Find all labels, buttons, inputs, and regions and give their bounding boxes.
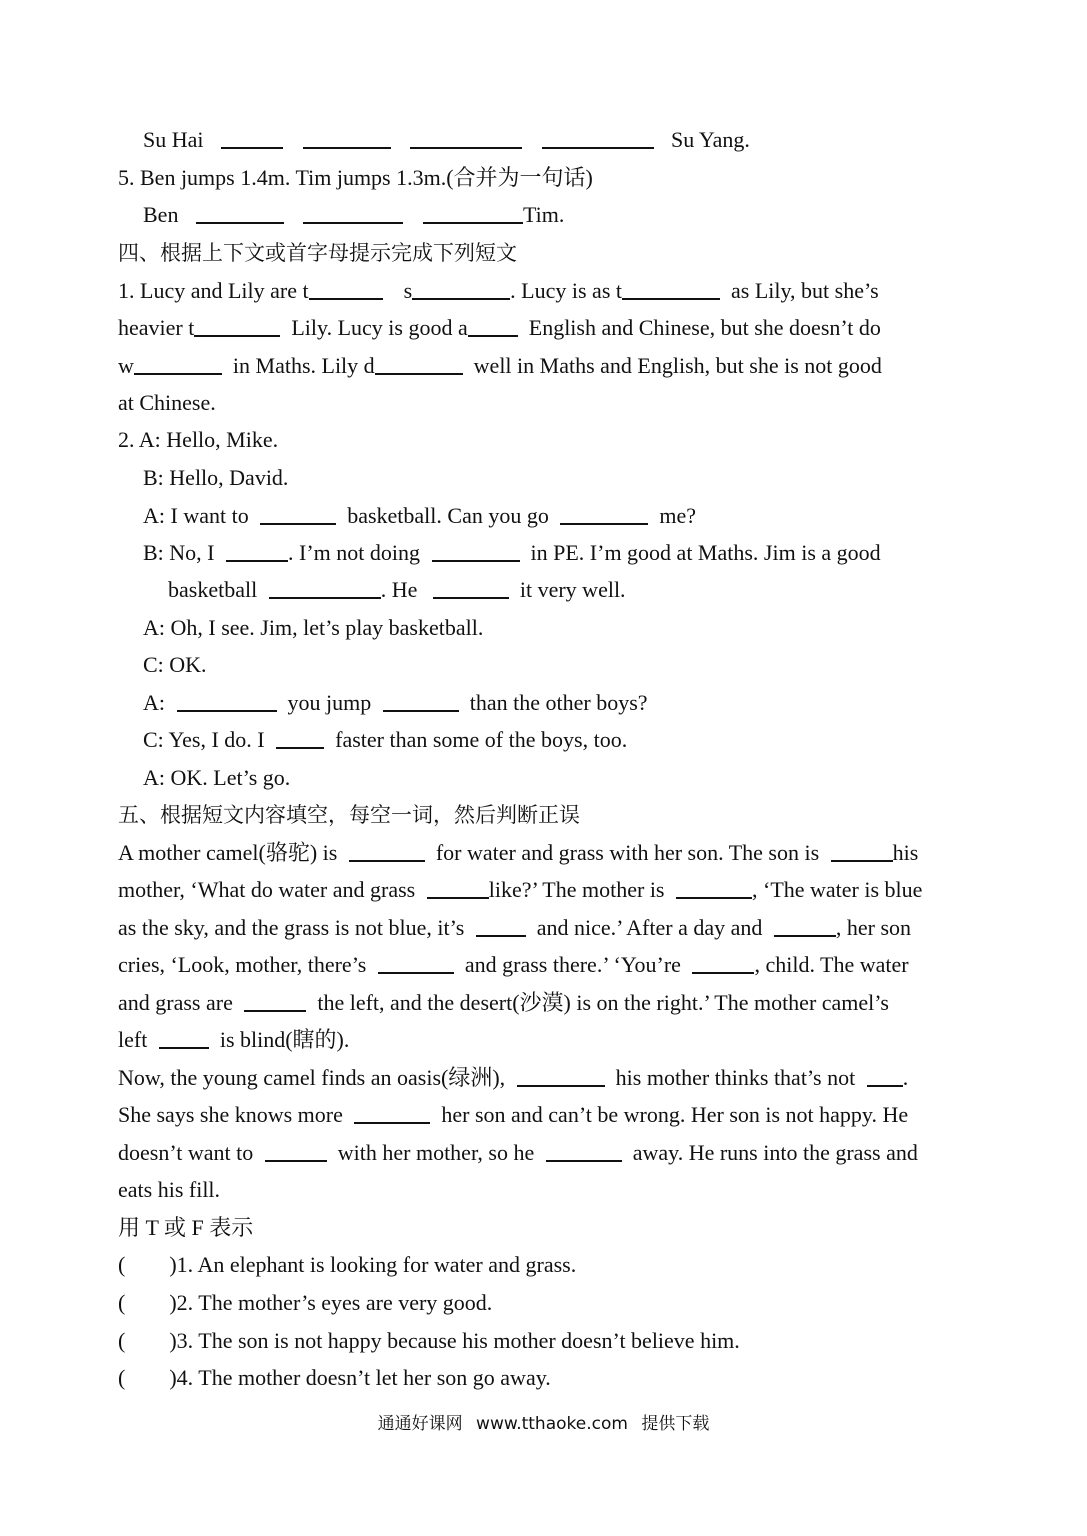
text: . — [902, 1065, 909, 1090]
dialog-line-8 — [143, 689, 648, 717]
passage-1-line-4: at Chinese. — [118, 390, 216, 415]
blank[interactable] — [276, 727, 324, 749]
blank[interactable] — [412, 278, 510, 300]
blank[interactable] — [194, 315, 280, 337]
reading-line-3 — [118, 914, 911, 942]
passage-1-line-1 — [118, 277, 879, 305]
passage-1-line-3 — [118, 352, 882, 380]
text: 1. An elephant is looking for water and grass. — [176, 1252, 577, 1277]
dialog-line-6: A: Oh, I see. Jim, let’s play basketball. — [143, 615, 484, 640]
text: well in Maths and English, but she is not good — [473, 353, 882, 378]
text: in Maths. Lily d — [232, 353, 375, 378]
tf-item — [118, 1251, 576, 1279]
blank[interactable] — [831, 840, 893, 862]
text: , child. The water — [754, 952, 909, 977]
blank[interactable] — [177, 690, 277, 712]
text: . Lucy is as t — [510, 278, 622, 303]
text: cries, ‘Look, mother, there’s — [118, 952, 367, 977]
text: faster than some of the boys, too. — [335, 727, 628, 752]
answer-paren[interactable]: ( ) — [118, 1328, 177, 1353]
dialog-line-5 — [168, 576, 626, 604]
text: Lily. Lucy is good a — [291, 315, 468, 340]
page-footer — [0, 1409, 1087, 1434]
blank[interactable] — [196, 202, 284, 224]
answer-paren[interactable]: ( ) — [118, 1252, 177, 1277]
text: English and Chinese, but she doesn’t do — [528, 315, 881, 340]
text: . He — [380, 577, 418, 602]
reading-line-1 — [118, 839, 918, 867]
tf-item — [118, 1327, 740, 1355]
footer-note: 提供下载 — [641, 1414, 710, 1434]
blank[interactable] — [867, 1065, 903, 1087]
tf-instruction: 用 T 或 F 表示 — [118, 1215, 254, 1240]
text: A mother camel(骆驼) is — [118, 840, 338, 865]
text: A: — [143, 690, 165, 715]
text: left — [118, 1027, 148, 1052]
text: . I’m not doing — [288, 540, 420, 565]
blank[interactable] — [432, 540, 520, 562]
blank[interactable] — [260, 503, 336, 525]
blank[interactable] — [378, 952, 454, 974]
dialog-line-10: A: OK. Let’s go. — [143, 765, 291, 790]
text: 2. The mother’s eyes are very good. — [176, 1290, 493, 1315]
text: in PE. I’m good at Maths. Jim is a good — [530, 540, 881, 565]
text: Tim. — [522, 202, 565, 227]
text: doesn’t want to — [118, 1140, 254, 1165]
blank[interactable] — [622, 278, 720, 300]
text: and grass are — [118, 990, 233, 1015]
blank[interactable] — [433, 577, 509, 599]
dialog-line-2: B: Hello, David. — [143, 465, 289, 490]
text: his mother thinks that’s not — [615, 1065, 856, 1090]
blank[interactable] — [468, 315, 518, 337]
text: Now, the young camel finds an oasis(绿洲), — [118, 1065, 506, 1090]
blank[interactable] — [423, 202, 523, 224]
text: She says she knows more — [118, 1102, 343, 1127]
blank[interactable] — [226, 540, 288, 562]
blank[interactable] — [560, 503, 648, 525]
reading-line-8 — [118, 1101, 908, 1129]
text: 1. Lucy and Lily are t — [118, 278, 309, 303]
reading-line-4 — [118, 951, 909, 979]
blank[interactable] — [159, 1027, 209, 1049]
text: A: I want to — [143, 503, 249, 528]
blank[interactable] — [303, 202, 403, 224]
text: is blind(瞎的). — [219, 1027, 350, 1052]
dialog-line-1: 2. A: Hello, Mike. — [118, 427, 279, 452]
dialog-line-4 — [143, 539, 881, 567]
text: like?’ The mother is — [488, 877, 665, 902]
answer-paren[interactable]: ( ) — [118, 1290, 177, 1315]
reading-line-6 — [118, 1026, 349, 1054]
blank[interactable] — [303, 127, 391, 149]
blank[interactable] — [309, 278, 383, 300]
text: it very well. — [519, 577, 626, 602]
text: the left, and the desert(沙漠) is on the right.’ The mother camel’s — [317, 990, 889, 1015]
text: and grass there.’ ‘You’re — [464, 952, 681, 977]
dialog-line-3 — [143, 502, 696, 530]
text: with her mother, so he — [337, 1140, 535, 1165]
footer-url[interactable]: www.tthaoke.com — [476, 1414, 628, 1434]
text: as Lily, but she’s — [731, 278, 879, 303]
blank[interactable] — [546, 1140, 622, 1162]
blank[interactable] — [134, 353, 222, 375]
reading-line-7 — [118, 1064, 908, 1092]
answer-paren[interactable]: ( ) — [118, 1365, 177, 1390]
text: , her son — [835, 915, 912, 940]
text: C: Yes, I do. I — [143, 727, 265, 752]
reading-line-10: eats his fill. — [118, 1177, 221, 1202]
text: Su Yang. — [671, 127, 750, 152]
blank[interactable] — [269, 577, 381, 599]
text: , ‘The water is blue — [752, 877, 923, 902]
passage-1-line-2 — [118, 314, 881, 342]
text: w — [118, 353, 134, 378]
blank[interactable] — [410, 127, 522, 149]
text: B: No, I — [143, 540, 215, 565]
text: mother, ‘What do water and grass — [118, 877, 416, 902]
text: basketball. Can you go — [347, 503, 549, 528]
text: and nice.’ After a day and — [536, 915, 763, 940]
text: for water and grass with her son. The son is — [435, 840, 820, 865]
reading-line-9 — [118, 1139, 918, 1167]
text: as the sky, and the grass is not blue, it’s — [118, 915, 465, 940]
blank[interactable] — [375, 353, 463, 375]
blank[interactable] — [427, 877, 489, 899]
tf-item — [118, 1364, 551, 1392]
section-5-heading: 五、根据短文内容填空，每空一词，然后判断正误 — [118, 803, 580, 827]
sentence-5-rewrite-line — [143, 201, 564, 229]
blank[interactable] — [221, 127, 283, 149]
blank[interactable] — [354, 1102, 430, 1124]
text: s — [403, 278, 413, 303]
tf-item — [118, 1289, 492, 1317]
section-4-heading: 四、根据上下文或首字母提示完成下列短文 — [118, 241, 517, 265]
question-5: 5. Ben jumps 1.4m. Tim jumps 1.3m.(合并为一句话) — [118, 165, 593, 190]
blank[interactable] — [774, 915, 836, 937]
dialog-line-7: C: OK. — [143, 652, 207, 677]
blank[interactable] — [349, 840, 425, 862]
text: his — [892, 840, 919, 865]
sentence-4-rewrite-line — [143, 126, 750, 154]
text: 4. The mother doesn’t let her son go away. — [176, 1365, 551, 1390]
text: heavier t — [118, 315, 195, 340]
text: her son and can’t be wrong. Her son is not happy. He — [441, 1102, 909, 1127]
blank[interactable] — [692, 952, 754, 974]
blank[interactable] — [676, 877, 752, 899]
text: Su Hai — [143, 127, 204, 152]
text: basketball — [168, 577, 258, 602]
blank[interactable] — [265, 1140, 327, 1162]
blank[interactable] — [517, 1065, 605, 1087]
blank[interactable] — [476, 915, 526, 937]
text: away. He runs into the grass and — [632, 1140, 918, 1165]
blank[interactable] — [542, 127, 654, 149]
text: Ben — [143, 202, 179, 227]
dialog-line-9 — [143, 726, 627, 754]
text: than the other boys? — [469, 690, 648, 715]
reading-line-2 — [118, 876, 922, 904]
text: 3. The son is not happy because his mother doesn’t believe him. — [176, 1328, 740, 1353]
reading-line-5 — [118, 989, 889, 1017]
footer-site-name: 通通好课网 — [377, 1414, 463, 1434]
text: me? — [659, 503, 696, 528]
blank[interactable] — [383, 690, 459, 712]
blank[interactable] — [244, 990, 306, 1012]
text: you jump — [287, 690, 372, 715]
